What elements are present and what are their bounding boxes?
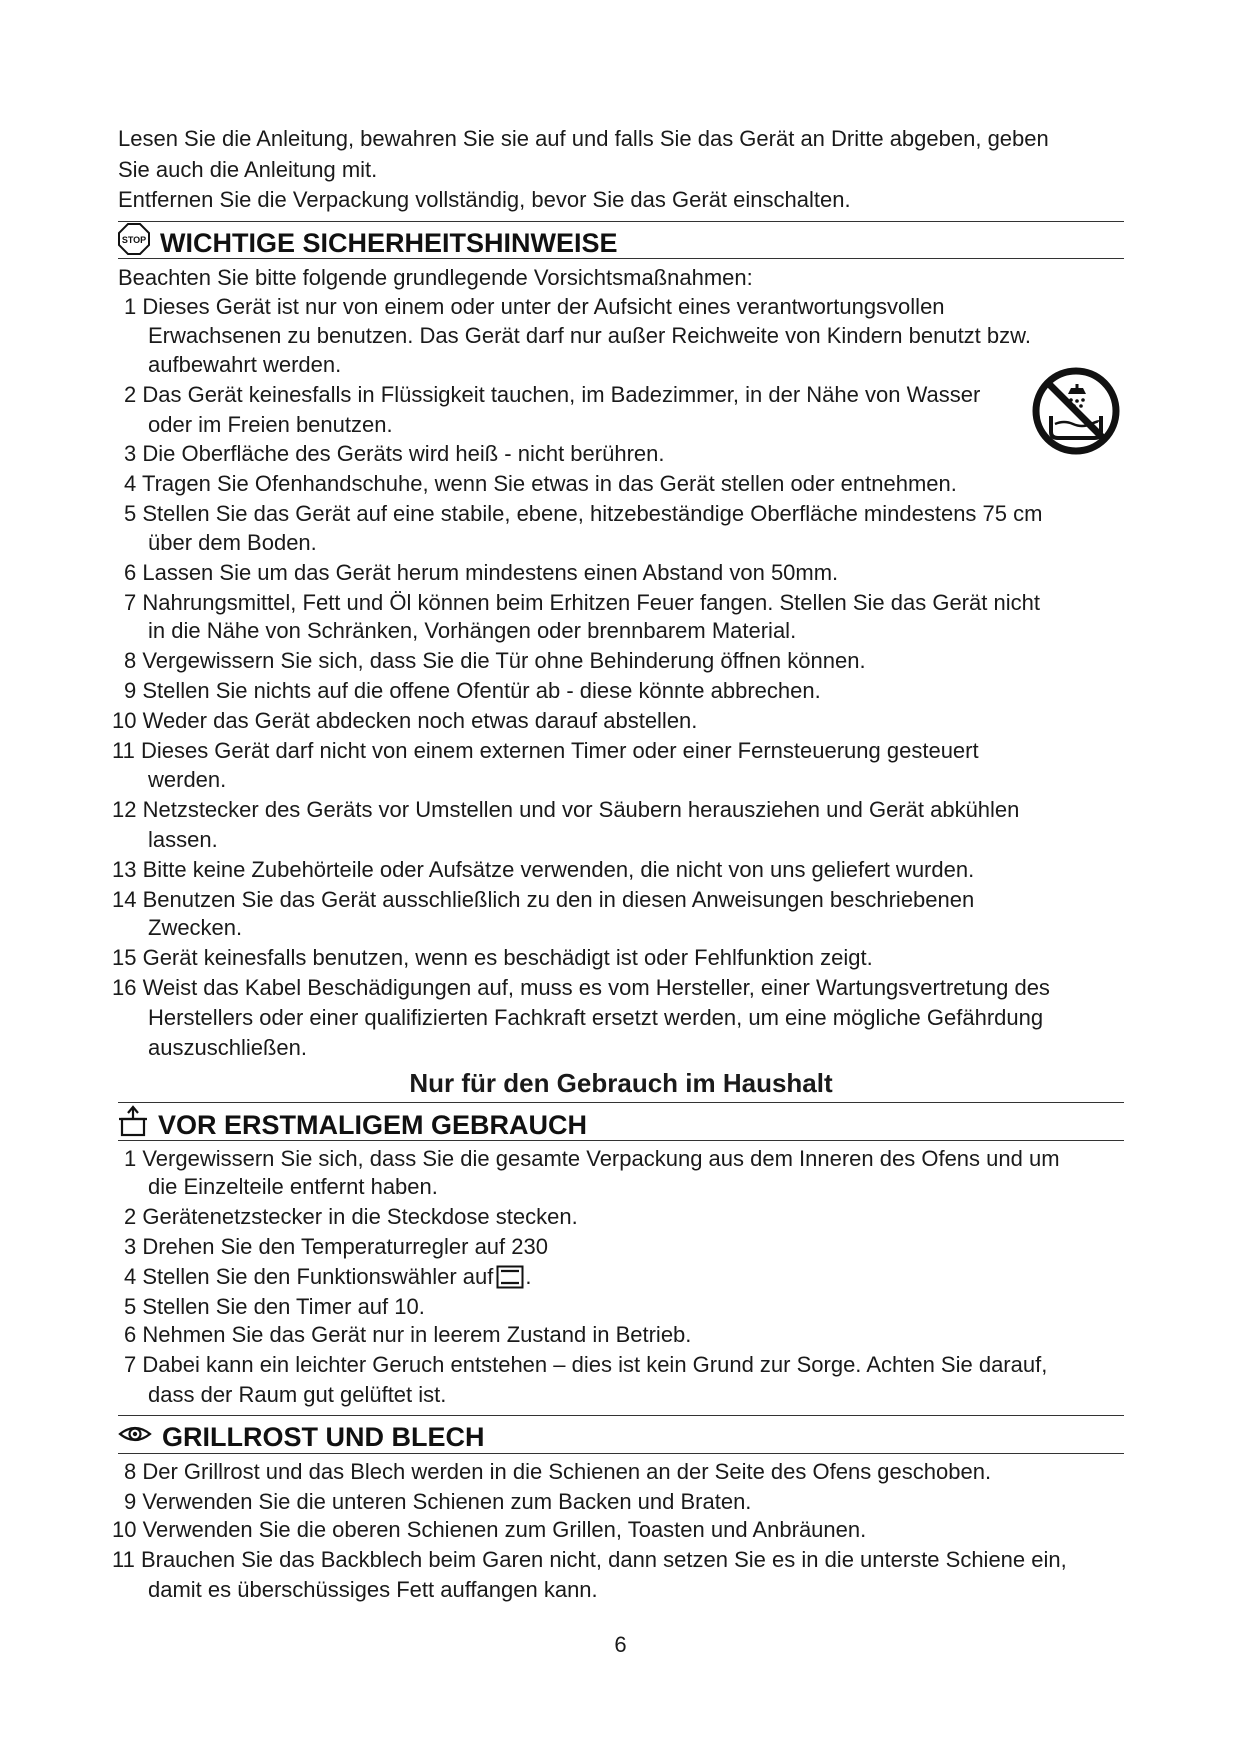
safety-lead: Beachten Sie bitte folgende grundlegende Vorsichtsmaßnahmen: (118, 265, 753, 290)
first-use-line: 3 Drehen Sie den Temperaturregler auf 230 (124, 1234, 548, 1259)
safety-line: 2 Das Gerät keinesfalls in Flüssigkeit tauchen, im Badezimmer, in der Nähe von Wasser (124, 382, 981, 407)
safety-line: 15 Gerät keinesfalls benutzen, wenn es beschädigt ist oder Fehlfunktion zeigt. (112, 945, 873, 970)
first-use-line: 6 Nehmen Sie das Gerät nur in leerem Zustand in Betrieb. (124, 1322, 692, 1347)
safety-line: 16 Weist das Kabel Beschädigungen auf, muss es vom Hersteller, einer Wartungsvertretung des (112, 975, 1050, 1000)
grill-line: 10 Verwenden Sie die oberen Schienen zum Grillen, Toasten und Anbräunen. (112, 1517, 867, 1542)
safety-line: werden. (148, 767, 227, 792)
no-water-icon (1031, 366, 1121, 456)
safety-line: 9 Stellen Sie nichts auf die offene Ofentür ab - diese könnte abbrechen. (124, 678, 821, 703)
safety-heading-text: WICHTIGE SICHERHEITSHINWEISE (160, 228, 618, 258)
section-rule (118, 258, 1124, 259)
grill-line: 8 Der Grillrost und das Blech werden in die Schienen an der Seite des Ofens geschoben. (124, 1459, 992, 1484)
first-use-line-text: 4 Stellen Sie den Funktionswähler auf (124, 1264, 494, 1289)
safety-line: 11 Dieses Gerät darf nicht von einem externen Timer oder einer Fernsteuerung gesteuert (112, 738, 979, 763)
safety-line: auszuschließen. (148, 1035, 307, 1060)
safety-line: 14 Benutzen Sie das Gerät ausschließlich zu den in diesen Anweisungen beschriebenen (112, 887, 975, 912)
safety-line: in die Nähe von Schränken, Vorhängen oder brennbarem Material. (148, 618, 797, 643)
eye-icon (118, 1420, 152, 1454)
intro-line: Entfernen Sie die Verpackung vollständig, bevor Sie das Gerät einschalten. (118, 187, 851, 212)
intro-line: Sie auch die Anleitung mit. (118, 157, 378, 182)
safety-line: 5 Stellen Sie das Gerät auf eine stabile, ebene, hitzebeständige Oberfläche mindestens 75 cm (124, 501, 1043, 526)
safety-line: aufbewahrt werden. (148, 352, 342, 377)
first-use-line: 5 Stellen Sie den Timer auf 10. (124, 1294, 425, 1319)
safety-line: lassen. (148, 827, 218, 852)
section-rule (118, 221, 1124, 222)
household-note: Nur für den Gebrauch im Haushalt (409, 1068, 833, 1098)
safety-line: Zwecken. (148, 915, 243, 940)
first-use-line: 2 Gerätenetzstecker in die Steckdose stecken. (124, 1204, 578, 1229)
first-use-line-suffix: . (525, 1264, 532, 1289)
safety-line: 1 Dieses Gerät ist nur von einem oder unter der Aufsicht eines verantwortungsvollen (124, 294, 945, 319)
first-use-line: 1 Vergewissern Sie sich, dass Sie die gesamte Verpackung aus dem Inneren des Ofens und um (124, 1146, 1060, 1171)
section-rule (118, 1102, 1124, 1103)
intro-line: Lesen Sie die Anleitung, bewahren Sie sie auf und falls Sie das Gerät an Dritte abgeben, geben (118, 126, 1049, 151)
unpack-box-icon (118, 1105, 148, 1145)
first-use-line: die Einzelteile entfernt haben. (148, 1174, 438, 1199)
section-rule (118, 1415, 1124, 1416)
safety-line: Erwachsenen zu benutzen. Das Gerät darf nur außer Reichweite von Kindern benutzt bzw. (148, 323, 1031, 348)
safety-line: 12 Netzstecker des Geräts vor Umstellen und vor Säubern herausziehen und Gerät abkühlen (112, 797, 1020, 822)
grill-line: 11 Brauchen Sie das Backblech beim Garen nicht, dann setzen Sie es in die unterste Schiene ein, (112, 1547, 1067, 1572)
safety-line: oder im Freien benutzen. (148, 412, 393, 437)
first-use-line: 7 Dabei kann ein leichter Geruch entstehen – dies ist kein Grund zur Sorge. Achten Sie darauf, (124, 1352, 1048, 1377)
first-use-heading-text: VOR ERSTMALIGEM GEBRAUCH (158, 1110, 588, 1140)
safety-line: Herstellers oder einer qualifizierten Fachkraft ersetzt werden, um eine mögliche Gefährdung (148, 1005, 1044, 1030)
grill-line: damit es überschüssiges Fett auffangen kann. (148, 1577, 598, 1602)
safety-line: über dem Boden. (148, 530, 317, 555)
grill-heading-text: GRILLROST UND BLECH (162, 1421, 485, 1452)
first-use-line: dass der Raum gut gelüftet ist. (148, 1382, 447, 1407)
grill-heading (118, 1418, 484, 1454)
safety-line: 7 Nahrungsmittel, Fett und Öl können beim Erhitzen Feuer fangen. Stellen Sie das Gerät nicht (124, 590, 1040, 615)
safety-line: 4 Tragen Sie Ofenhandschuhe, wenn Sie etwas in das Gerät stellen oder entnehmen. (124, 471, 957, 496)
safety-line: 13 Bitte keine Zubehörteile oder Aufsätze verwenden, die nicht von uns geliefert wurden. (112, 857, 975, 882)
safety-line: 6 Lassen Sie um das Gerät herum mindestens einen Abstand von 50mm. (124, 560, 839, 585)
safety-line: 10 Weder das Gerät abdecken noch etwas darauf abstellen. (112, 708, 698, 733)
svg-text:STOP: STOP (121, 235, 147, 245)
safety-line: 3 Die Oberfläche des Geräts wird heiß - nicht berühren. (124, 441, 665, 466)
section-rule (118, 1453, 1124, 1454)
section-rule (118, 1140, 1124, 1141)
page-number: 6 (614, 1632, 627, 1657)
top-bottom-heat-icon (496, 1265, 524, 1297)
stop-sign-icon (118, 223, 150, 263)
safety-line: 8 Vergewissern Sie sich, dass Sie die Tür ohne Behinderung öffnen können. (124, 648, 866, 673)
safety-heading (118, 223, 618, 263)
grill-line: 9 Verwenden Sie die unteren Schienen zum Backen und Braten. (124, 1489, 752, 1514)
first-use-heading (118, 1105, 587, 1145)
